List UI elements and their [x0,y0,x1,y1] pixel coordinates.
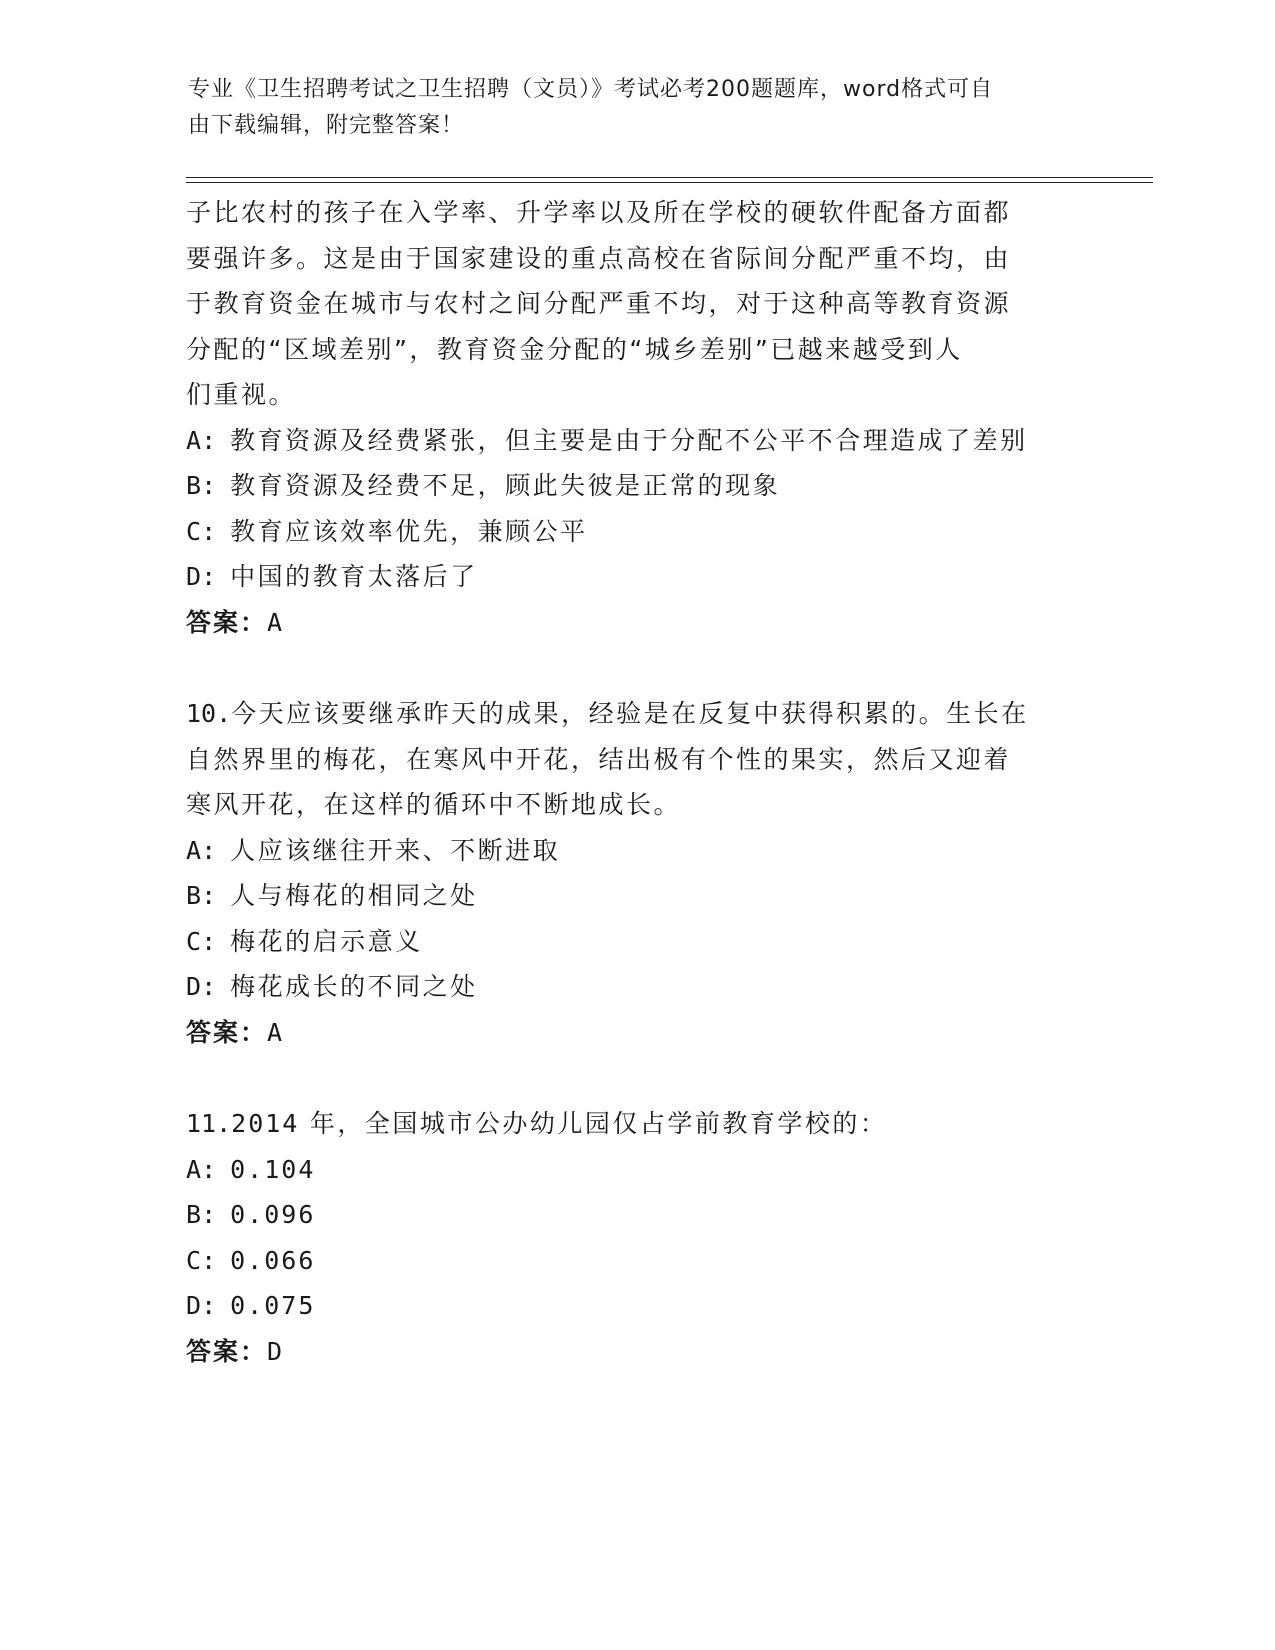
question-9-option-b [186,463,1086,509]
option-separator: : [201,1154,217,1184]
option-text: 中国的教育太落后了 [230,562,478,591]
option-text: 0.104 [230,1154,316,1184]
option-separator: : [201,425,217,455]
answer-label: 答案： [186,1336,268,1366]
question-11-option-b [186,1192,1086,1238]
answer-value: A [267,1017,283,1047]
question-text: 年，全国城市公办幼儿园仅占学前教育学校的： [309,1109,888,1138]
option-letter: D [186,562,202,591]
option-letter: B [186,471,202,500]
question-11-option-d [186,1283,1086,1329]
header-divider-top [186,177,1153,178]
question-9-text-line: 们重视。 [186,380,297,409]
question-9-option-d [186,554,1086,600]
option-letter: A [186,835,202,865]
question-number: 10. [186,699,232,728]
question-number: 11. [186,1109,232,1138]
option-letter: A [186,425,202,455]
option-letter: D [186,1291,202,1320]
option-text: 梅花的启示意义 [230,926,423,956]
option-separator: : [201,972,217,1001]
question-10-option-c [186,919,1086,965]
header-title-line-1: 专业《卫生招聘考试之卫生招聘（文员）》考试必考200题题库，word格式可自 [188,77,994,102]
question-11-option-c [186,1238,1086,1284]
option-separator: : [201,562,217,591]
option-separator: : [201,926,217,956]
question-10-option-d [186,964,1086,1010]
option-letter: B [186,881,202,910]
option-separator: : [201,835,217,865]
option-separator: : [201,1245,217,1275]
option-text: 教育应该效率优先，兼顾公平 [230,516,588,546]
question-10-text-line: 自然界里的梅花，在寒风中开花，结出极有个性的果实，然后又迎着 [186,744,1012,774]
option-letter: C [186,926,202,956]
option-letter: A [186,1154,202,1184]
question-9-text-line: 要强许多。这是由于国家建设的重点高校在省际间分配严重不均，由 [186,243,1012,273]
document-header [188,72,1088,144]
answer-label: 答案： [186,1017,268,1047]
question-9-text-line: 分配的“区域差别”，教育资金分配的“城乡差别”已越来越受到人 [186,334,963,364]
answer-value: A [267,607,283,637]
question-year: 2014 [231,1109,300,1138]
question-11 [186,1101,1086,1374]
question-9-answer [186,600,1086,646]
document-body [186,190,1086,1374]
option-text: 教育资源及经费紧张，但主要是由于分配不公平不合理造成了差别 [230,425,1028,455]
option-separator: : [201,471,217,500]
answer-label: 答案： [186,607,268,637]
question-9 [186,190,1086,645]
option-letter: C [186,1245,202,1275]
question-spacer [186,1055,1086,1101]
option-letter: D [186,972,202,1001]
option-text: 0.096 [230,1200,316,1229]
question-text: 今天应该要继承昨天的成果，经验是在反复中获得积累的。生长在 [231,699,1029,728]
question-9-text-line: 于教育资金在城市与农村之间分配严重不均，对于这种高等教育资源 [186,289,1012,318]
question-10 [186,691,1086,1055]
answer-value: D [267,1336,283,1366]
question-10-text-line: 寒风开花，在这样的循环中不断地成长。 [186,790,682,819]
option-text: 人与梅花的相同之处 [230,881,478,910]
option-text: 教育资源及经费不足，顾此失彼是正常的现象 [230,471,781,500]
option-text: 0.075 [230,1291,316,1320]
question-11-option-a [186,1147,1086,1193]
option-text: 0.066 [230,1245,316,1275]
option-text: 人应该继往开来、不断进取 [230,835,561,865]
question-9-option-a [186,418,1086,464]
option-letter: B [186,1200,202,1229]
header-title-line-2: 由下载编辑，附完整答案！ [188,113,465,138]
question-spacer [186,645,1086,691]
question-9-text-line: 子比农村的孩子在入学率、升学率以及所在学校的硬软件配备方面都 [186,198,1012,227]
question-10-option-b [186,873,1086,919]
question-9-option-c [186,509,1086,555]
option-separator: : [201,881,217,910]
question-10-text-line [186,691,1086,737]
question-10-answer [186,1010,1086,1056]
option-letter: C [186,516,202,546]
question-11-answer [186,1329,1086,1375]
option-separator: : [201,1291,217,1320]
option-text: 梅花成长的不同之处 [230,972,478,1001]
header-divider-bottom [186,182,1153,183]
question-11-text-line [186,1101,1086,1147]
option-separator: : [201,516,217,546]
option-separator: : [201,1200,217,1229]
question-10-option-a [186,828,1086,874]
